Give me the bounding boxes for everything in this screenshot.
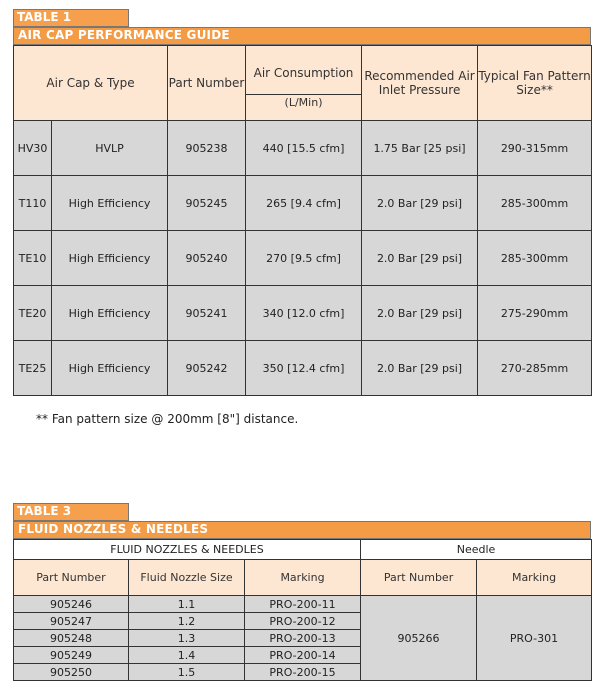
air-cap-type: High Efficiency bbox=[52, 231, 168, 286]
header-nozzle-size: Fluid Nozzle Size bbox=[129, 560, 245, 596]
fan-pattern-footnote: ** Fan pattern size @ 200mm [8"] distance. bbox=[36, 412, 299, 426]
header-part-number: Part Number bbox=[168, 46, 246, 121]
inlet-pressure: 1.75 Bar [25 psi] bbox=[362, 121, 478, 176]
nozzle-size: 1.1 bbox=[129, 596, 245, 613]
air-cap-code: T110 bbox=[14, 176, 52, 231]
header-inlet-pressure: Recommended Air Inlet Pressure bbox=[362, 46, 478, 121]
inlet-pressure: 2.0 Bar [29 psi] bbox=[362, 286, 478, 341]
table-row bbox=[14, 231, 592, 286]
header-part-number: Part Number bbox=[14, 560, 129, 596]
air-cap-performance-table bbox=[13, 45, 592, 396]
air-consumption: 340 [12.0 cfm] bbox=[246, 286, 362, 341]
air-cap-code: TE10 bbox=[14, 231, 52, 286]
nozzle-size: 1.2 bbox=[129, 613, 245, 630]
header-air-cap-type: Air Cap & Type bbox=[14, 46, 168, 121]
air-cap-code: TE20 bbox=[14, 286, 52, 341]
fan-pattern: 285-300mm bbox=[478, 231, 592, 286]
air-cap-type: High Efficiency bbox=[52, 176, 168, 231]
header-air-consumption-label: Air Consumption bbox=[253, 66, 354, 80]
nozzle-size: 1.4 bbox=[129, 647, 245, 664]
header-needle-part-number: Part Number bbox=[361, 560, 477, 596]
air-cap-type: High Efficiency bbox=[52, 341, 168, 396]
table3-group-header-row bbox=[14, 540, 592, 560]
table-row bbox=[14, 121, 592, 176]
header-air-consumption-unit: (L/Min) bbox=[246, 94, 361, 109]
fluid-nozzles-needles-table bbox=[13, 539, 592, 681]
table1-title: AIR CAP PERFORMANCE GUIDE bbox=[13, 27, 591, 45]
nozzle-marking: PRO-200-14 bbox=[245, 647, 361, 664]
air-cap-type: HVLP bbox=[52, 121, 168, 176]
needle-marking: PRO-301 bbox=[477, 596, 592, 681]
table-row bbox=[14, 341, 592, 396]
header-needle-marking: Marking bbox=[477, 560, 592, 596]
table1-tag: TABLE 1 bbox=[13, 9, 129, 27]
air-consumption: 265 [9.4 cfm] bbox=[246, 176, 362, 231]
group-header-needle: Needle bbox=[361, 540, 592, 560]
nozzle-marking: PRO-200-11 bbox=[245, 596, 361, 613]
nozzle-part-number: 905246 bbox=[14, 596, 129, 613]
nozzle-size: 1.3 bbox=[129, 630, 245, 647]
nozzle-part-number: 905248 bbox=[14, 630, 129, 647]
part-number: 905240 bbox=[168, 231, 246, 286]
air-cap-type: High Efficiency bbox=[52, 286, 168, 341]
table3-header-row bbox=[14, 560, 592, 596]
header-marking: Marking bbox=[245, 560, 361, 596]
nozzle-part-number: 905250 bbox=[14, 664, 129, 681]
air-consumption: 270 [9.5 cfm] bbox=[246, 231, 362, 286]
table3-title: FLUID NOZZLES & NEEDLES bbox=[13, 521, 591, 539]
part-number: 905245 bbox=[168, 176, 246, 231]
part-number: 905242 bbox=[168, 341, 246, 396]
air-cap-code: TE25 bbox=[14, 341, 52, 396]
fan-pattern: 275-290mm bbox=[478, 286, 592, 341]
nozzle-part-number: 905247 bbox=[14, 613, 129, 630]
table-row bbox=[14, 286, 592, 341]
nozzle-marking: PRO-200-15 bbox=[245, 664, 361, 681]
nozzle-marking: PRO-200-12 bbox=[245, 613, 361, 630]
group-header-nozzles: FLUID NOZZLES & NEEDLES bbox=[14, 540, 361, 560]
nozzle-part-number: 905249 bbox=[14, 647, 129, 664]
nozzle-marking: PRO-200-13 bbox=[245, 630, 361, 647]
nozzle-size: 1.5 bbox=[129, 664, 245, 681]
part-number: 905238 bbox=[168, 121, 246, 176]
air-consumption: 350 [12.4 cfm] bbox=[246, 341, 362, 396]
part-number: 905241 bbox=[168, 286, 246, 341]
table-row bbox=[14, 176, 592, 231]
inlet-pressure: 2.0 Bar [29 psi] bbox=[362, 176, 478, 231]
needle-part-number: 905266 bbox=[361, 596, 477, 681]
table-row bbox=[14, 596, 592, 613]
header-fan-pattern: Typical Fan Pattern Size** bbox=[478, 46, 592, 121]
fan-pattern: 290-315mm bbox=[478, 121, 592, 176]
inlet-pressure: 2.0 Bar [29 psi] bbox=[362, 341, 478, 396]
fan-pattern: 270-285mm bbox=[478, 341, 592, 396]
air-cap-code: HV30 bbox=[14, 121, 52, 176]
table1-header-row bbox=[14, 46, 592, 121]
table3-tag: TABLE 3 bbox=[13, 503, 129, 521]
air-consumption: 440 [15.5 cfm] bbox=[246, 121, 362, 176]
fan-pattern: 285-300mm bbox=[478, 176, 592, 231]
inlet-pressure: 2.0 Bar [29 psi] bbox=[362, 231, 478, 286]
header-air-consumption bbox=[246, 46, 362, 121]
